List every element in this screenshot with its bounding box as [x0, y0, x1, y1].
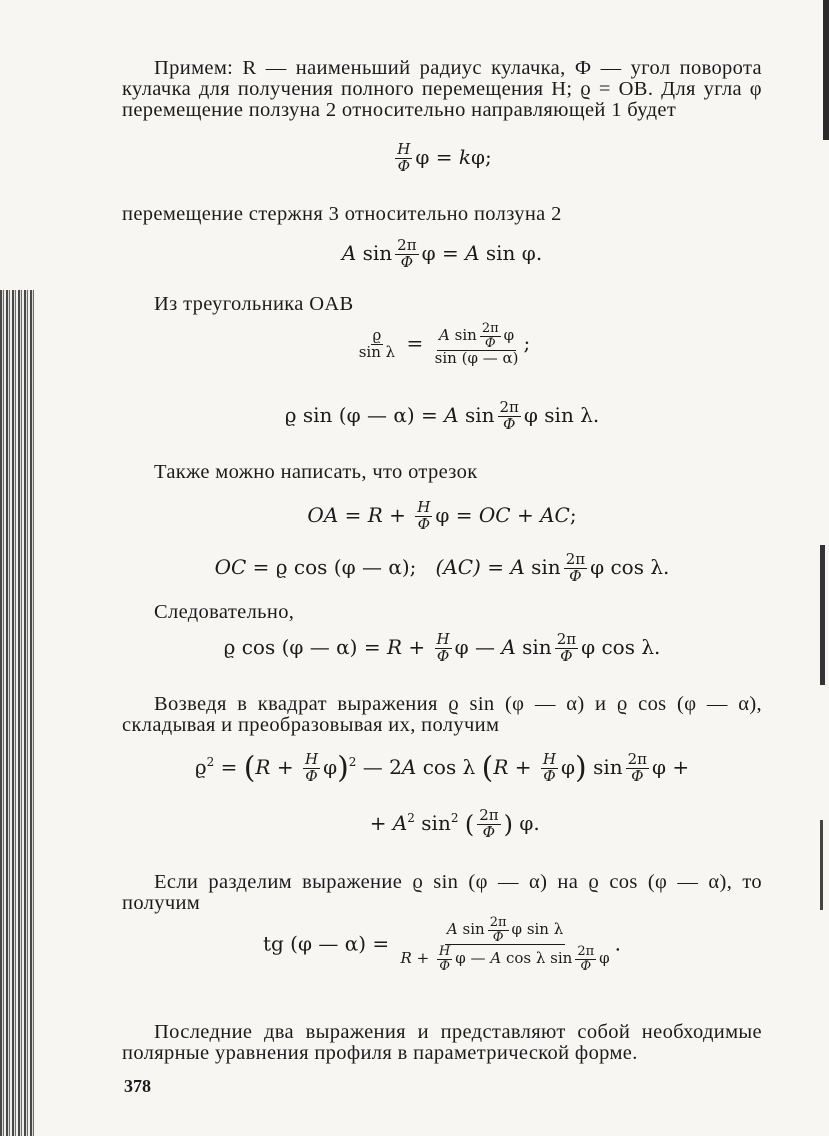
paragraph-7: Если разделим выражение ϱ sin (φ — α) на ϱ cos (φ — α), то получим [122, 871, 762, 914]
scan-edge-mark [820, 820, 823, 910]
equation-tangent: tg (φ — α) = A sin $\frac{2\pi}{Ф}$ φ sin λ R + $\frac{H}{Ф}$ φ — A cos λ sin $\frac{2\pi}{Ф}$ φ . [262, 915, 622, 974]
equation-rho-sin: ϱ sin (φ — α) = A sin $\frac{2\pi}{Ф}$ φ sin λ. [284, 398, 600, 433]
paragraph-6: Возведя в квадрат выражения ϱ sin (φ — α) и ϱ cos (φ — α), складывая и преобразовывая их, получим [122, 693, 762, 736]
scan-edge-mark [820, 545, 825, 685]
equation-rho-squared: $ϱ^2 = (R$ + $\frac{H}{Ф}$ φ)$^2$ — 2A cos λ (R + $\frac{H}{Ф}$ φ) sin $\frac{2\pi}{Ф}$ φ + [194, 750, 690, 786]
paragraph-4: Также можно написать, что отрезок [154, 461, 478, 483]
paragraph-8: Последние два выражения и представляют собой необходимые полярные уравнения профиля в параметрической форме. [122, 1021, 762, 1064]
equation-triangle-ratio: $\frac{ϱ}{\text{sin λ}}$ = A sin $\frac{2\pi}{Ф}$ φ sin (φ — α) ; [358, 321, 531, 368]
paragraph-5: Следовательно, [154, 601, 295, 623]
equation-segment-OA: OA = R + $\frac{H}{Ф}$ φ = OC + AC; [307, 498, 577, 533]
paragraph-1: Примем: R — наименьший радиус кулачка, Ф — угол поворота кулачка для получения полного перемещения H; ϱ = OB. Для угла φ перемещение ползуна 2 относительно направляющей 1 будет [122, 57, 762, 121]
scan-edge-shadow [0, 290, 34, 1136]
paragraph-2: перемещение стержня 3 относительно ползуна 2 [122, 203, 562, 225]
page-number: 378 [124, 1076, 151, 1096]
paragraph-3: Из треугольника OAB [154, 293, 354, 315]
equation-rho-squared-cont: + $A^2$ $\sin^2$ ( $\frac{2\pi}{Ф}$ ) φ. [344, 806, 540, 841]
scan-edge-mark [823, 0, 829, 140]
equation-rho-cos: ϱ cos (φ — α) = R + $\frac{H}{Ф}$ φ — A sin $\frac{2\pi}{Ф}$ φ cos λ. [223, 630, 661, 665]
equation-rod-displacement: A sin $\frac{2\pi}{Ф}$ φ = A sin φ. [341, 236, 543, 271]
equation-slider-displacement: $\frac{H}{Ф}$ φ = kφ; [397, 140, 492, 175]
equation-OC-AC: OC = ϱ cos (φ — α); (AC) = A sin $\frac{2\pi}{Ф}$ φ cos λ. [214, 550, 670, 585]
